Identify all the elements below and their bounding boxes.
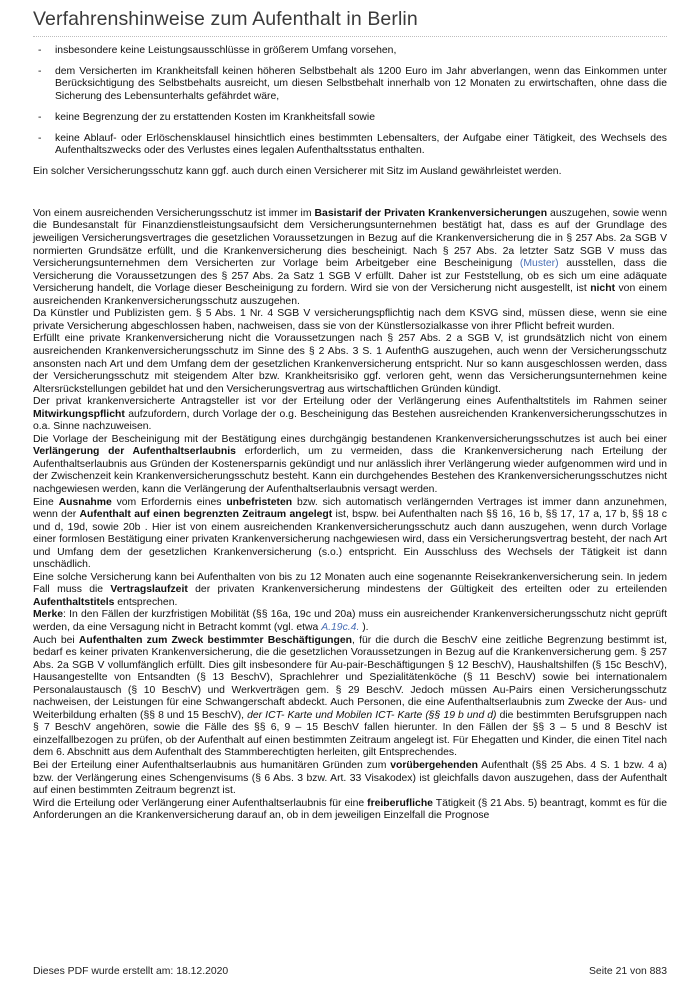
paragraph-merke: Merke: In den Fällen der kurzfristigen Mobilität (§§ 16a, 19c und 20a) muss ein ausreichender Krankenversicherungsschutz nicht geprüft werden, da eine Versagung nicht in Betracht kommt (vgl. etwa A.19c.4. ). xyxy=(33,609,667,633)
paragraph-humanitaer: Bei der Erteilung einer Aufenthaltserlaubnis aus humanitären Gründen zum vorübergehenden Aufenthalt (§§ 25 Abs. 4 S. 1 bzw. 4 a) bzw. der Verlängerung eines Schengenvisums (§ 6 Abs. 3 bzw. Art. 33 Visakodex) ist gleichfalls davon auszugehen, dass der Aufenthalt auf einen bestimmten Zeitraum begrenzt ist. xyxy=(33,760,667,797)
creation-date: Dieses PDF wurde erstellt am: 18.12.2020 xyxy=(33,966,229,977)
paragraph-private-kv: Erfüllt eine private Krankenversicherung nicht die Voraussetzungen nach § 257 Abs. 2 a SGB V, ist grundsätzlich nicht von einem ausreichenden Krankenversicherungsschutz im Sinne des § 2 Abs. 3 S. 1 AufenthG auszugehen, auch wenn der Versicherungsschutz ansonsten nach Art und dem Umfang dem der gesetzlichen Krankenversicherung entspricht. Nur so kann ausgeschlossen werden, dass der Versicherungsschutz mit steigendem Alter bzw. Krankheitsrisiko ggf. verloren geht, wenn das Versicherungsunternehmen keine Altersrückstellungen gebildet hat und den Versicherungsvertrag aus wirtschaftlichen Gründen kündigt. xyxy=(33,333,667,395)
bullet-dash: - xyxy=(38,45,42,56)
paragraph-beschaeftigungen: Auch bei Aufenthalten zum Zweck bestimmter Beschäftigungen, für die durch die BeschV eine zeitliche Begrenzung bestimmt ist, bedarf es keiner privaten Krankenversicherung, die die gesetzlichen Voraussetzungen in Bezug auf die Krankenversicherung gem. § 257 Abs. 2a SGB V vollumfänglich erfüllt. Dies gilt insbesondere für Au-pair-Beschäftigungen § 12 BeschV), Haushaltshilfen (§ 15c BeschV), Hausangestellte von Entsandten (§ 13 BeschV), Sprachlehrer und Spezialitätenköche (§ 11 BeschV) sowie bei internationalem Personalaustausch (§ 10 BeschV) und Werkverträgen gem. § 29 BeschV. Jedoch müssen Au-Pairs einen Versicherungsschutz nachweisen, der Leistungen für eine Schwangerschaft abdeckt. Auch Personen, die eine Aufenthaltserlaubnis zum Zwecke der Aus- und Weiterbildung erhalten (§§ 8 und 15 BeschV), der ICT- Karte und Mobilen ICT- Karte (§§ 19 b und d) die bestimmten Berufsgruppen nach § 7 BeschV angehören, sowie die Fälle des §§ 6, 9 – 15 BeschV fallen hierunter. In den Fällen der §§ 3 – 5 und 8 BeschV ist einzelfallbezogen zu prüfen, ob der Aufenthalt auf einen bestimmten Zeitraum angelegt ist. Für Ehegatten und Kinder, die einen Titel nach dem 6. Abschnitt aus dem Aufenthalt des Stammberechtigten herleiten, gilt Entsprechendes. xyxy=(33,634,668,759)
page-number: Seite 21 von 883 xyxy=(589,966,667,977)
list-item: - keine Ablauf- oder Erlöschensklausel hinsichtlich eines bestimmten Lebensalters, der Aufgabe einer Tätigkeit, des Wechsels des Aufenthaltszwecks oder des Verlustes eines legalen Aufenthaltsstatus enthalten. xyxy=(38,132,667,157)
summary-paragraph: Ein solcher Versicherungsschutz kann ggf. auch durch einen Versicherer mit Sitz im Ausland gewährleistet werden. xyxy=(33,166,562,178)
list-item: - keine Begrenzung der zu erstattenden Kosten im Krankheitsfall sowie xyxy=(38,111,375,123)
a19c4-link[interactable]: A.19c.4. xyxy=(321,621,360,633)
list-item: - insbesondere keine Leistungsausschlüsse in größerem Umfang vorsehen, xyxy=(38,45,397,56)
bullet-dash: - xyxy=(38,65,42,77)
page-title: Verfahrenshinweise zum Aufenthalt in Berlin xyxy=(33,8,418,30)
paragraph-basistarif: Von einem ausreichenden Versicherungsschutz ist immer im Basistarif der Privaten Krankenversicherungen auszugehen, sowie wenn die Bundesanstalt für Finanzdienstleistungsaufsicht dem Versicherungsunternehmen bestätigt hat, dass es auf der Grundlage des jeweiligen Versicherungsvertrages die gesetzlichen Voraussetzungen in Bezug auf die Krankenversicherung die in § 257 Abs. 2a SGB V normierten Grundsätze erfüllt, und die Krankenversicherung dies bescheinigt. Nach § 257 Abs. 2a letzter Satz SGB V muss das Versicherungsunternehmen dem Versicherten zur Vorlage beim Arbeitgeber eine Bescheinigung (Muster) ausstellen, dass die Versicherung die Voraussetzungen des § 257 Abs. 2a Satz 1 SGB V erfüllt. Daher ist zur Feststellung, ob es sich um eine adäquate Versicherung handelt, die Vorlage dieser Bescheinigung zu fordern. Wird sie von der Versicherung nicht ausgestellt, ist nicht von einem ausreichenden Krankenversicherungsschutz auszugehen. xyxy=(33,207,668,307)
bullet-dash: - xyxy=(38,111,42,123)
paragraph-freiberuflich: Wird die Erteilung oder Verlängerung einer Aufenthaltserlaubnis für eine freiberufliche Tätigkeit (§ 21 Abs. 5) beantragt, kommt es für die Anforderungen an die Krankenversicherung darauf an, ob in dem jeweiligen Einzelfall die Prognose xyxy=(33,797,668,822)
requirements-list xyxy=(33,45,667,158)
paragraph-mitwirkung: Der privat krankenversicherte Antragsteller ist vor der Erteilung oder der Verlängerung eines Aufenthaltstitels im Rahmen seiner Mitwirkungspflicht aufzufordern, durch Vorlage der o.g. Bescheinigung das Bestehen ausreichenden Krankenversicherungsschutzes in o.a. Sinne nachzuweisen. xyxy=(33,396,667,433)
paragraph-reisekv: Eine solche Versicherung kann bei Aufenthalten von bis zu 12 Monaten auch eine sogenannte Reisekrankenversicherung sein. In jedem Fall muss die Vertragslaufzeit der privaten Krankenversicherung mindestens der Gültigkeit des erteilten oder zu erteilenden Aufenthaltstitels entsprechen. xyxy=(33,571,667,608)
document-body xyxy=(33,45,667,823)
list-item: - dem Versicherten im Krankheitsfall keinen höheren Selbstbehalt als 1200 Euro im Jahr abverlangen, wenn das Einkommen unter Berücksichtigung des Selbstbehalts ausreicht, um diesen Selbstbehalt innerhalb von 12 Monaten zu erwirtschaften, ohne dass die Sicherung des Lebensunterhalts gefährdet wäre, xyxy=(38,65,667,103)
muster-link[interactable]: (Muster) xyxy=(519,258,559,270)
bullet-dash: - xyxy=(38,132,42,144)
title-divider xyxy=(33,36,667,37)
section-gap xyxy=(33,179,667,208)
paragraph-kuenstler: Da Künstler und Publizisten gem. § 5 Abs. 1 Nr. 4 SGB V versicherungspflichtig nach dem KSVG sind, müssen diese, wenn sie eine private Versicherung abgeschlossen haben, nachweisen, dass sie von der Künstlersozialkasse von ihrer Pflicht befreit wurden. xyxy=(33,308,667,332)
paragraph-ausnahme: Eine Ausnahme vom Erfordernis eines unbefristeten bzw. sich automatisch verlängernden Vertrages ist immer dann anzunehmen, wenn der Aufenthalt auf einen begrenzten Zeitraum angelegt ist, bspw. bei Aufenthalten nach §§ 16, 16 b, §§ 17, 17 a, 17 b, §§ 18 c und d, 19d, sowie 20b . Hier ist von einem ausreichenden Krankenversicherungsschutz auch dann auszugehen, wenn durch Vorlage einer formlosen Bestätigung einer privaten Krankenversicherung nachgewiesen wird, dass ein Versicherungsvertrag besteht, der nach Art und Umfang dem der gesetzlichen Krankenversicherung (s.o.) entspricht. Ein Ausschluss des Wechsels der Tätigkeit ist dann unschädlich. xyxy=(33,496,668,571)
paragraph-verlaengerung: Die Vorlage der Bescheinigung mit der Bestätigung eines durchgängig bestandenen Krankenversicherungsschutzes ist auch bei einer Verlängerung der Aufenthaltserlaubnis erforderlich, um zu vermeiden, dass die Krankenversicherung nach Erteilung der Aufenthaltserlaubnis aus Gründen der Kostenersparnis gekündigt und nur anlässlich ihrer Verlängerung wieder aufgenommen wird und in der Zwischenzeit kein Krankenversicherungsschutz besteht. Kann ein durchgehendes Bestehen des Krankenversicherungsschutzes nicht nachgewiesen werden, kann die Verlängerung der Aufenthaltserlaubnis versagt werden. xyxy=(33,433,667,495)
